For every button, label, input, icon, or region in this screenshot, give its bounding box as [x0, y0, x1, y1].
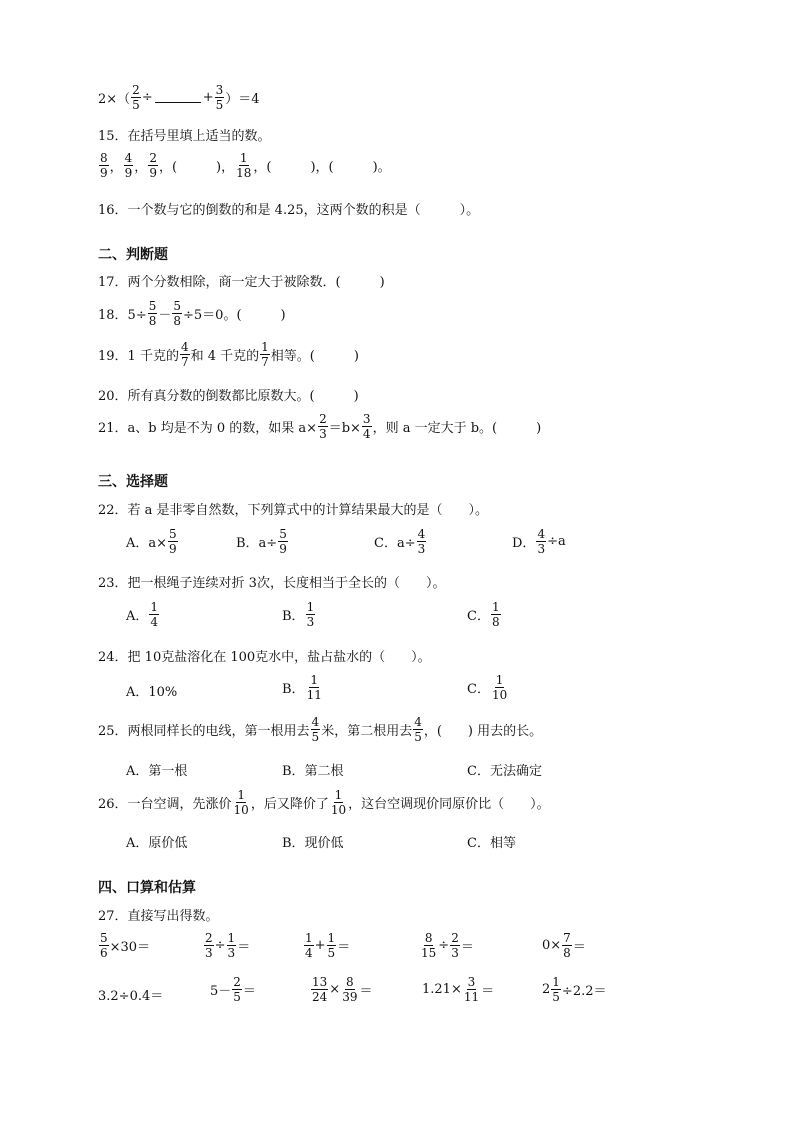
option-a[interactable]: A． $\frac{1}{4}$: [126, 600, 159, 629]
option-c[interactable]: C．无法确定: [467, 764, 542, 779]
question-19: 19．1 千克的 $\frac{4}{7}$ 和 4 千克的 $\frac{1}{7}$ 相等。( ): [98, 340, 359, 369]
question-15: 15．在括号里填上适当的数。: [98, 129, 271, 144]
fraction: $\frac{4}{9}$: [124, 151, 133, 180]
fraction: $\frac{4}{7}$: [180, 340, 189, 369]
fraction: $\frac{4}{3}$: [417, 527, 426, 556]
calc-item: 5－ $\frac{2}{5}$ ＝: [210, 975, 256, 1004]
fraction: $\frac{1}{10}$: [491, 673, 508, 702]
fraction: $\frac{1}{18}$: [236, 151, 252, 180]
fraction: $\frac{8}{15}$: [421, 931, 437, 960]
question-14-equation: 2×（ $\frac{2}{5}$ ÷ + $\frac{3}{5}$ ）＝4: [98, 83, 260, 112]
fraction: $\frac{1}{5}$: [327, 931, 336, 960]
fraction: $\frac{4}{3}$: [537, 527, 546, 556]
fraction: $\frac{1}{4}$: [305, 931, 313, 960]
fraction: $\frac{1}{8}$: [491, 600, 500, 629]
fraction: $\frac{2}{3}$: [319, 412, 327, 441]
answer-blank[interactable]: [155, 92, 201, 103]
fraction: $\frac{7}{8}$: [563, 931, 571, 960]
question-20: 20．所有真分数的倒数都比原数大。( ): [98, 389, 359, 404]
fraction: $\frac{1}{11}$: [306, 673, 322, 702]
calc-item: $\frac{13}{24}$ × $\frac{8}{39}$ ＝: [312, 975, 373, 1004]
fraction: $\frac{2}{3}$: [205, 931, 213, 960]
fraction: $\frac{4}{5}$: [414, 715, 422, 744]
fraction: $\frac{2}{5}$: [132, 83, 140, 112]
fraction: $\frac{8}{39}$: [342, 975, 358, 1004]
calc-item: $\frac{5}{6}$ ×30＝: [100, 931, 151, 960]
question-15-sequence: $\frac{8}{9}$ ， $\frac{4}{9}$ ， $\frac{2}{9}$ ，( )， $\frac{1}{18}$ ，( )，( )。: [100, 151, 391, 180]
fraction: $\frac{4}{5}$: [311, 715, 320, 744]
question-26: 26．一台空调，先涨价 $\frac{1}{10}$ ，后又降价了 $\frac{1}{10}$ ，这台空调现价同原价比（ ）。: [98, 788, 550, 817]
fraction: $\frac{1}{3}$: [306, 600, 315, 629]
fraction: $\frac{1}{3}$: [227, 931, 236, 960]
section-2-title: 二、判断题: [98, 247, 168, 263]
fraction: $\frac{3}{11}$: [463, 975, 480, 1004]
option-c[interactable]: C．相等: [467, 836, 516, 851]
fraction: $\frac{5}{8}$: [173, 299, 182, 328]
option-c[interactable]: C． $\frac{1}{10}$: [467, 673, 508, 702]
option-a[interactable]: A．a× $\frac{5}{9}$: [126, 527, 177, 556]
calc-item: 2 $\frac{1}{5}$ ÷2.2＝: [542, 975, 607, 1004]
option-b[interactable]: B． $\frac{1}{3}$: [282, 600, 315, 629]
option-a[interactable]: A．10%: [126, 685, 178, 700]
fraction: $\frac{5}{9}$: [279, 527, 287, 556]
fraction: $\frac{1}{4}$: [150, 600, 159, 629]
question-24: 24．把 10克盐溶化在 100克水中，盐占盐水的（ ）。: [98, 650, 431, 665]
fraction: $\frac{3}{5}$: [215, 83, 224, 112]
fraction: $\frac{5}{8}$: [148, 299, 157, 328]
fraction: $\frac{1}{10}$: [330, 788, 347, 817]
fraction: $\frac{1}{5}$: [552, 975, 560, 1004]
option-b[interactable]: B．第二根: [282, 764, 344, 779]
fraction: $\frac{2}{9}$: [149, 151, 157, 180]
question-16: 16．一个数与它的倒数的和是 4.25，这两个数的积是（ ）。: [98, 203, 480, 218]
option-b[interactable]: B．现价低: [282, 836, 344, 851]
question-18: 18．5÷ $\frac{5}{8}$ － $\frac{5}{8}$ ÷5＝0。( ): [98, 299, 286, 328]
question-23: 23．把一根绳子连续对折 3次，长度相当于全长的（ ）。: [98, 576, 446, 591]
question-25: 25．两根同样长的电线，第一根用去 $\frac{4}{5}$ 米，第二根用去 $\frac{4}{5}$ ，( ) 用去的长。: [98, 715, 543, 744]
section-3-title: 三、选择题: [98, 474, 168, 490]
fraction: $\frac{3}{4}$: [362, 412, 371, 441]
option-b[interactable]: B．a÷ $\frac{5}{9}$: [236, 527, 287, 556]
fraction: $\frac{1}{10}$: [233, 788, 249, 817]
fraction: $\frac{1}{7}$: [261, 340, 269, 369]
calc-item: 3.2÷0.4＝: [98, 989, 164, 1004]
option-c[interactable]: C． $\frac{1}{8}$: [467, 600, 500, 629]
fraction: $\frac{5}{6}$: [100, 931, 108, 960]
option-d[interactable]: D． $\frac{4}{3}$ ÷a: [512, 527, 566, 556]
option-c[interactable]: C．a÷ $\frac{4}{3}$: [374, 527, 426, 556]
calc-item: $\frac{8}{15}$ ÷ $\frac{2}{3}$ ＝: [421, 931, 474, 960]
calc-item: 1.21× $\frac{3}{11}$ ＝: [422, 975, 495, 1004]
fraction: $\frac{13}{24}$: [312, 975, 328, 1004]
calc-item: $\frac{1}{4}$ + $\frac{1}{5}$ ＝: [305, 931, 351, 960]
calc-item: $\frac{2}{3}$ ÷ $\frac{1}{3}$ ＝: [205, 931, 251, 960]
fraction: $\frac{5}{9}$: [169, 527, 177, 556]
option-a[interactable]: A．第一根: [126, 764, 188, 779]
fraction: $\frac{2}{3}$: [451, 931, 459, 960]
calc-item: 0× $\frac{7}{8}$ ＝: [542, 931, 586, 960]
question-21: 21．a、b 均是不为 0 的数，如果 a× $\frac{2}{3}$ ＝b× $\frac{3}{4}$ ，则 a 一定大于 b。( ): [98, 412, 542, 441]
question-27: 27．直接写出得数。: [98, 909, 219, 924]
fraction: $\frac{2}{5}$: [233, 975, 241, 1004]
section-4-title: 四、口算和估算: [98, 880, 196, 896]
question-17: 17．两个分数相除，商一定大于被除数．( ): [98, 275, 385, 290]
question-22: 22．若 a 是非零自然数，下列算式中的计算结果最大的是（ ）。: [98, 503, 489, 518]
fraction: $\frac{8}{9}$: [100, 151, 108, 180]
option-b[interactable]: B． $\frac{1}{11}$: [282, 673, 322, 702]
option-a[interactable]: A．原价低: [126, 836, 188, 851]
